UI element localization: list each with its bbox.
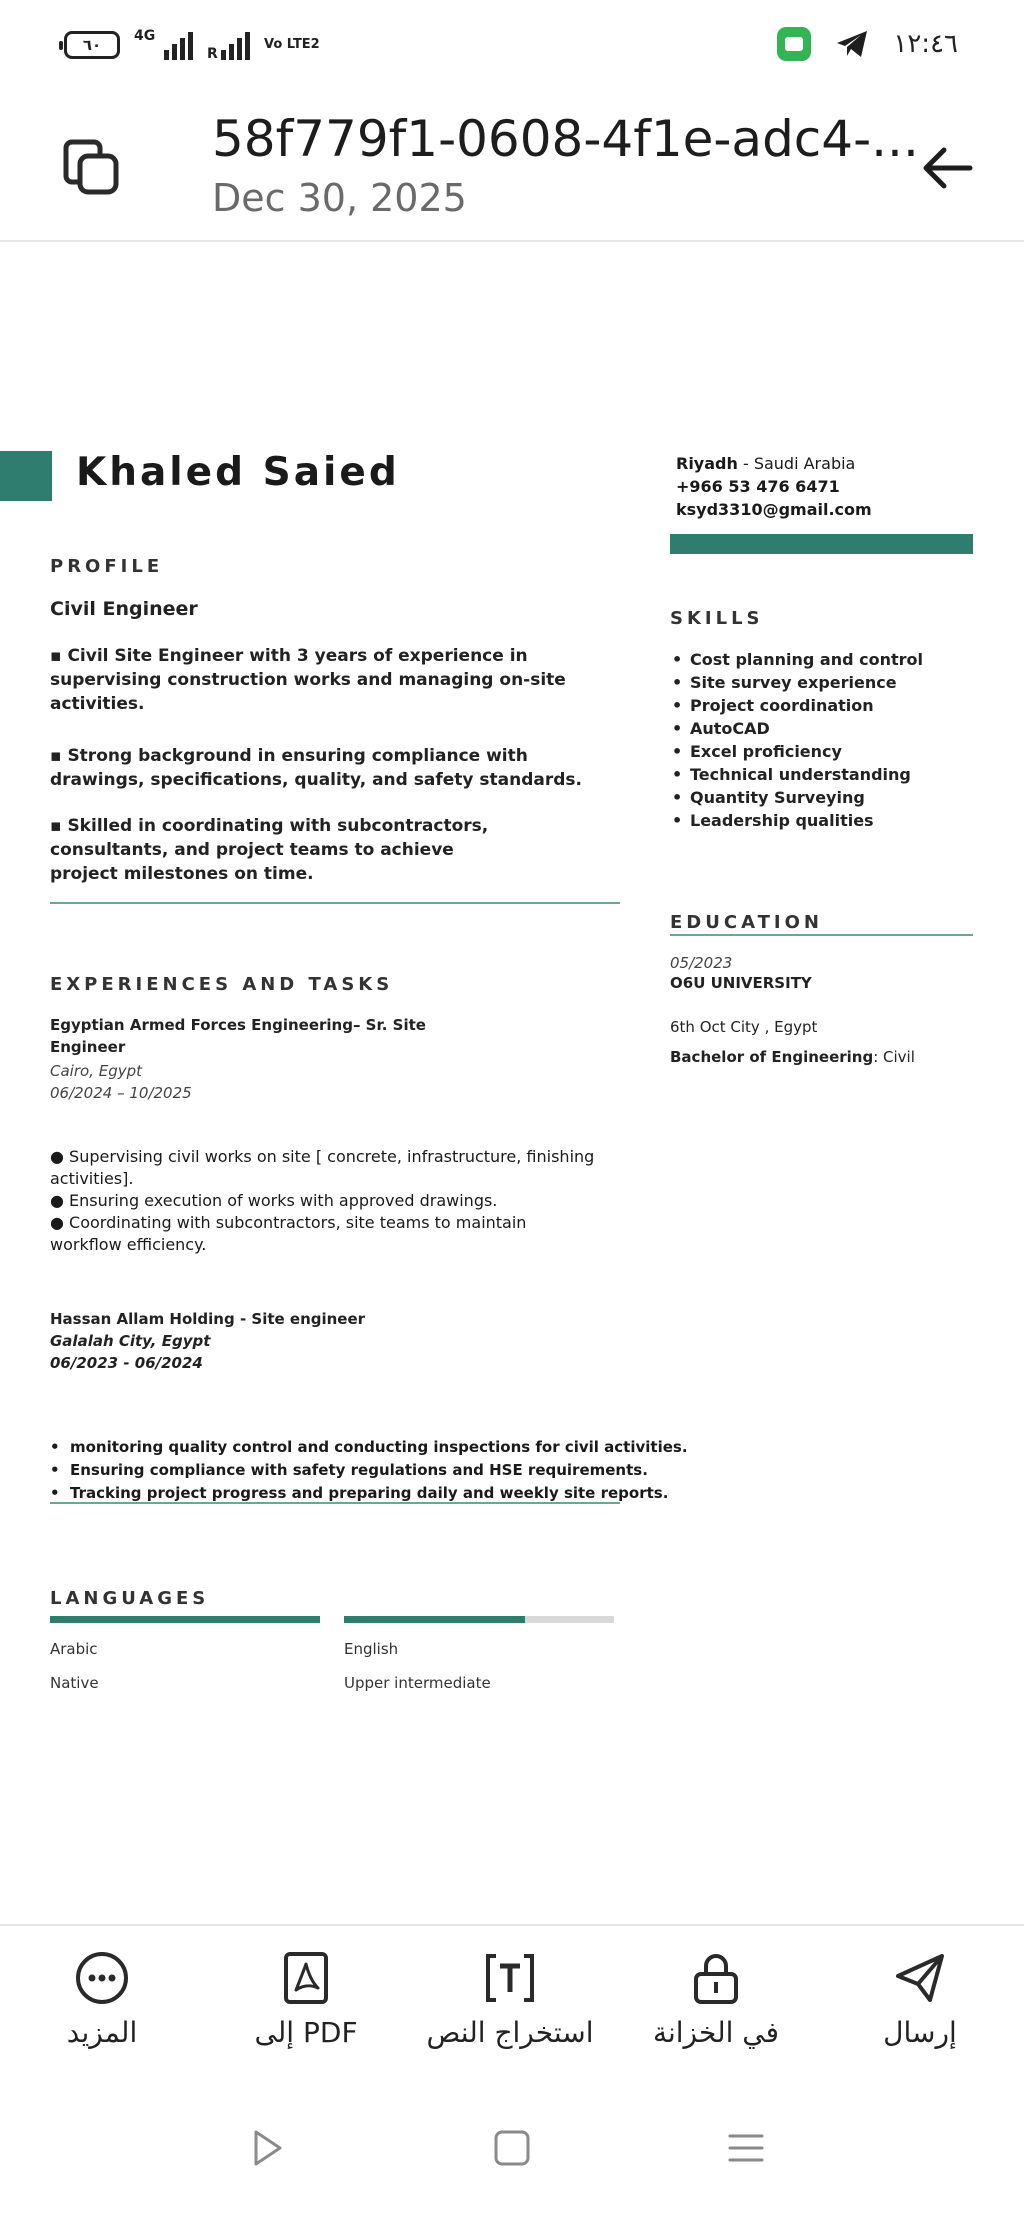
experience-heading: EXPERIENCES AND TASKS [50, 974, 394, 995]
document-date: Dec 30, 2025 [212, 176, 467, 220]
language-bar [344, 1616, 614, 1623]
skill-item: • Cost planning and control [672, 648, 923, 671]
more-button[interactable] [2, 1950, 202, 2070]
job2-bullet: • Tracking project progress and preparing daily and weekly site reports. [50, 1482, 688, 1505]
skill-item: • Excel proficiency [672, 740, 923, 763]
more-label: المزيد [66, 2016, 138, 2049]
vault-label: في الخزانة [652, 2016, 780, 2049]
contact-country: - Saudi Arabia [737, 454, 856, 473]
language-name: English [344, 1640, 399, 1658]
profile-heading: PROFILE [50, 556, 164, 577]
contact-accent-bar [670, 534, 973, 554]
extract-text-icon [482, 1950, 538, 2006]
vault-button[interactable] [616, 1950, 816, 2070]
resume-name: Khaled Saied [76, 450, 400, 495]
language-level: Native [50, 1674, 99, 1692]
job2-title: Hassan Allam Holding - Site engineer [50, 1310, 366, 1328]
extract-text-label: استخراج النص [426, 2016, 594, 2049]
contact-block [676, 452, 872, 521]
job1-title: Egyptian Armed Forces Engineering– Sr. Site Engineer [50, 1016, 426, 1056]
job1-bullet: ● Coordinating with subcontractors, site teams to maintain workflow efficiency. [50, 1213, 527, 1254]
signal-icon [134, 30, 193, 60]
job2-dates: 06/2023 - 06/2024 [50, 1354, 203, 1372]
pdf-icon [278, 1950, 334, 2006]
volte-icon: Vo LTE2 [264, 37, 320, 52]
status-right [777, 24, 958, 64]
skill-item: • Project coordination [672, 694, 923, 717]
nav-recents-icon[interactable] [716, 2118, 776, 2178]
education-heading: EDUCATION [670, 912, 823, 933]
roaming-indicator: R [207, 46, 218, 62]
job1-location: Cairo, Egypt [50, 1062, 142, 1080]
copy-icon[interactable] [60, 134, 124, 198]
more-icon [74, 1950, 130, 2006]
language-bar-fill [344, 1616, 525, 1623]
contact-email: ksyd3310@gmail.com [676, 500, 872, 519]
degree-field: : Civil [873, 1048, 915, 1066]
to-pdf-label: إلى PDF [254, 2016, 358, 2049]
document-title: 58f779f1-0608-4f1e-adc4-... [212, 110, 919, 168]
job2-bullet: • monitoring quality control and conducting inspections for civil activities. [50, 1436, 688, 1459]
contact-phone: +966 53 476 6471 [676, 477, 840, 496]
profile-paragraph-1: ▪ Civil Site Engineer with 3 years of experience in supervising construction works and managing on-site activities. [50, 646, 566, 714]
lock-icon [688, 1950, 744, 2006]
job2-bullet-list [50, 1436, 688, 1505]
job2-bullet: • Ensuring compliance with safety regulations and HSE requirements. [50, 1459, 688, 1482]
app-header [0, 92, 1024, 242]
education-location: 6th Oct City , Egypt [670, 1018, 818, 1036]
profile-role: Civil Engineer [50, 598, 198, 620]
send-icon [892, 1950, 948, 2006]
education-degree [670, 1046, 915, 1068]
battery-level: ٦٠ [82, 36, 102, 54]
skill-item: • Quantity Surveying [672, 786, 923, 809]
status-bar [0, 0, 1024, 92]
skill-item: • Technical understanding [672, 763, 923, 786]
send-button[interactable] [820, 1950, 1020, 2070]
profile-paragraph-2: ▪ Strong background in ensuring compliance with drawings, specifications, quality, and safety standards. [50, 746, 582, 790]
job1-bullet: ● Ensuring execution of works with approved drawings. [50, 1191, 498, 1210]
telegram-icon [835, 29, 869, 59]
language-level: Upper intermediate [344, 1674, 491, 1692]
extract-text-button[interactable] [410, 1950, 610, 2070]
job1-dates: 06/2024 – 10/2025 [50, 1084, 192, 1102]
skills-list [672, 648, 923, 832]
profile-paragraph-3: ▪ Skilled in coordinating with subcontractors, consultants, and project teams to achieve project milestones on time. [50, 816, 489, 884]
contact-city: Riyadh [676, 454, 738, 473]
signal-roaming-icon [207, 30, 250, 60]
skills-heading: SKILLS [670, 608, 764, 629]
skill-item: • Leadership qualities [672, 809, 923, 832]
status-left [64, 28, 320, 62]
education-school: O6U UNIVERSITY [670, 974, 812, 992]
education-divider [670, 934, 973, 936]
experience-divider [50, 1502, 620, 1504]
send-label: إرسال [883, 2016, 957, 2049]
to-pdf-button[interactable] [206, 1950, 406, 2070]
skill-item: • AutoCAD [672, 717, 923, 740]
network-type: 4G [134, 28, 156, 44]
message-app-icon [777, 27, 811, 61]
battery-icon [64, 31, 120, 59]
education-date: 05/2023 [670, 954, 733, 972]
profile-divider [50, 902, 620, 904]
languages-heading: LANGUAGES [50, 1588, 210, 1609]
language-bar-fill [50, 1616, 320, 1623]
action-bar [0, 1924, 1024, 2084]
skill-item: • Site survey experience [672, 671, 923, 694]
system-nav-bar [0, 2084, 1024, 2218]
document-preview[interactable] [0, 244, 1024, 1924]
job1-bullet: ● Supervising civil works on site [ concrete, infrastructure, finishing activities]. [50, 1147, 595, 1188]
language-name: Arabic [50, 1640, 98, 1658]
arrow-back-icon[interactable] [912, 132, 984, 204]
name-accent-bar [0, 451, 52, 501]
language-bar [50, 1616, 320, 1623]
nav-back-icon[interactable] [236, 2118, 296, 2178]
nav-home-icon[interactable] [482, 2118, 542, 2178]
job2-location: Galalah City, Egypt [50, 1332, 211, 1350]
degree-label: Bachelor of Engineering [670, 1048, 874, 1066]
clock: ١٢:٤٦ [893, 29, 958, 59]
